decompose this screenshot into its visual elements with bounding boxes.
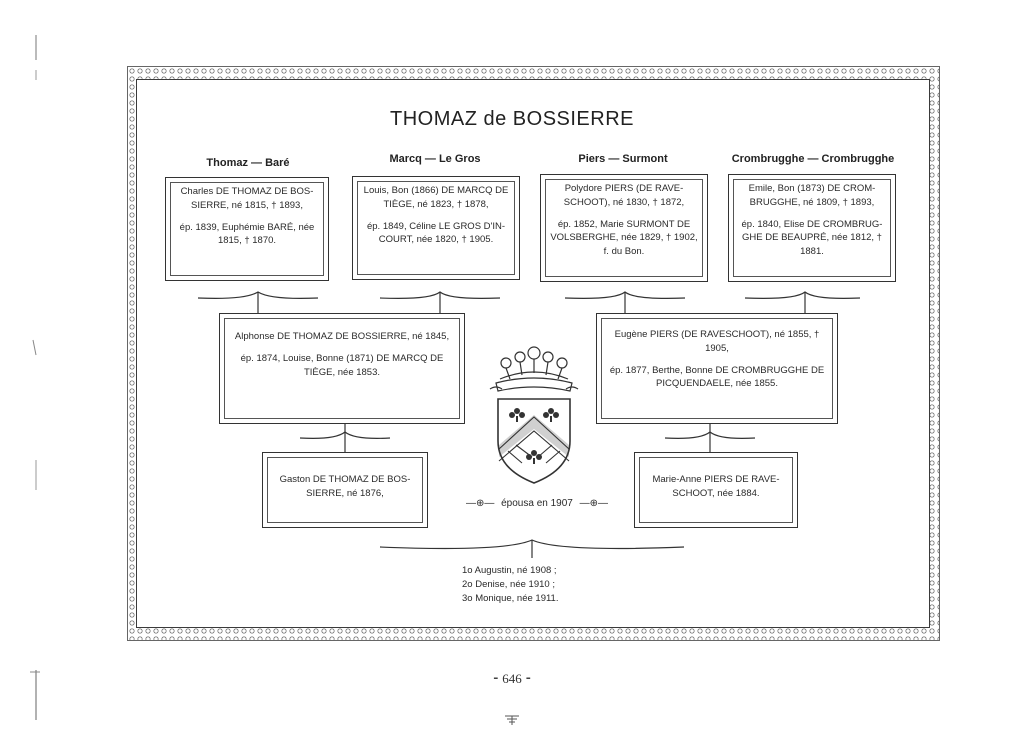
grandparent-box-piers: Polydore PIERS (DE RAVE- SCHOOT), né 1830, † 1872, ép. 1852, Marie SURMONT DE VOLSBERGHE, née 1829, † 1902, f. du Bon. xyxy=(540,174,708,282)
grandparent-box-thomaz: Charles DE THOMAZ DE BOS- SIERRE, né 1815, † 1893, ép. 1839, Euphémie BARÉ, née 1815, † 1870. xyxy=(165,177,329,281)
ornament-right-icon: —⊕— xyxy=(579,498,609,509)
page-number-dash-left-icon: ⁃ xyxy=(492,671,503,686)
marriage-note xyxy=(462,498,612,509)
page-number-dash-right-icon: ⁃ xyxy=(521,671,532,686)
column-head-marcq-le-gros: Marcq — Le Gros xyxy=(389,153,481,165)
parent-box-piers: Eugène PIERS (DE RAVESCHOOT), né 1855, † 1905, ép. 1877, Berthe, Bonne DE CROMBRUGGHE DE PICQUENDAELE, née 1855. xyxy=(596,313,838,424)
child-item: 1o Augustin, né 1908 ; xyxy=(462,565,557,576)
column-head-piers-surmont: Piers — Surmont xyxy=(578,153,668,165)
page-title: THOMAZ de BOSSIERRE xyxy=(390,108,634,130)
marriage-text: épousa en 1907 xyxy=(501,498,573,509)
column-head-thomaz-bare: Thomaz — Baré xyxy=(206,157,290,169)
ornament-left-icon: —⊕— xyxy=(465,498,495,509)
column-head-crombrugghe: Crombrugghe — Crombrugghe xyxy=(731,153,895,165)
child-box-gaston: Gaston DE THOMAZ DE BOS- SIERRE, né 1876, xyxy=(262,452,428,528)
grandparent-box-crombrugghe: Emile, Bon (1873) DE CROM- BRUGGHE, né 1809, † 1893, ép. 1840, Elise DE CROMBRUG- GHE DE BEAUPRÉ, née 1812, † 1881. xyxy=(728,174,896,282)
page-number: ⁃ 646 ⁃ xyxy=(492,671,532,686)
child-box-marie-anne: Marie-Anne PIERS DE RAVE- SCHOOT, née 1884. xyxy=(634,452,798,528)
child-item: 2o Denise, née 1910 ; xyxy=(462,578,555,590)
children-list xyxy=(462,564,602,605)
child-item: 3o Monique, née 1911. xyxy=(462,592,559,604)
grandparent-box-marcq: Louis, Bon (1866) DE MARCQ DE TIÈGE, né 1823, † 1878, ép. 1849, Céline LE GROS D'IN- COURT, née 1820, † 1905. xyxy=(352,176,520,280)
coat-of-arms-icon xyxy=(486,345,582,487)
parent-box-thomaz: Alphonse DE THOMAZ DE BOSSIERRE, né 1845, ép. 1874, Louise, Bonne (1871) DE MARCQ DE TIÈGE, née 1853. xyxy=(219,313,465,424)
printer-ornament-icon xyxy=(503,714,521,726)
